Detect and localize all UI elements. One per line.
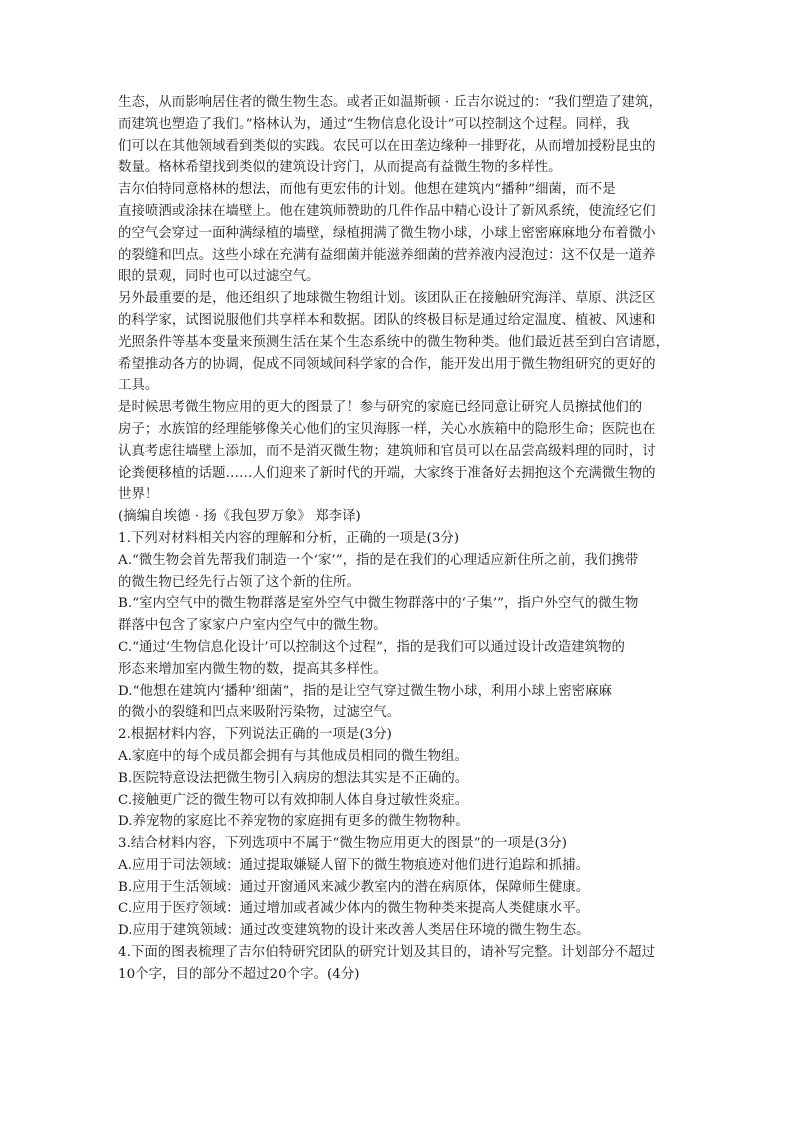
paragraph xyxy=(118,898,678,920)
text-line: (摘编自埃德 · 扬《我包罗万象》 郑李译) xyxy=(118,509,361,525)
paragraph xyxy=(118,593,678,637)
paragraph xyxy=(118,528,678,550)
text-line: A.“微生物会首先帮我们制造一个‘家’”，指的是在我们的心理适应新住所之前，我们携带 xyxy=(118,552,639,568)
paragraph xyxy=(118,877,678,899)
text-line: 世界！ xyxy=(118,487,159,503)
text-line: 的科学家，试图说服他们共享样本和数据。团队的终极目标是通过给定温度、植被、风速和 xyxy=(118,312,656,328)
paragraph xyxy=(118,92,678,179)
text-line: 群落中包含了家家户户室内空气中的微生物。 xyxy=(118,618,387,634)
text-line: 另外最重要的是，他还组织了地球微生物组计划。该团队正在接触研究海洋、草原、洪泛区 xyxy=(118,291,656,307)
document-page xyxy=(118,92,678,986)
paragraph xyxy=(118,724,678,746)
text-line: 的微小的裂缝和凹点来吸附污染物，过滤空气。 xyxy=(118,705,401,721)
text-line: B.“室内空气中的微生物群落是室外空气中微生物群落中的‘子集’”，指户外空气的微生物 xyxy=(118,596,639,612)
text-line: 是时候思考微生物应用的更大的图景了！参与研究的家庭已经同意让研究人员擦拭他们的 xyxy=(118,400,643,416)
text-line: 希望推动各方的协调，促成不同领域间科学家的合作，能开发出用于微生物组研究的更好的 xyxy=(118,356,656,372)
text-line: 3.结合材料内容，下列选项中不属于“微生物应用更大的图景”的一项是(3分) xyxy=(118,836,568,852)
paragraph xyxy=(118,681,678,725)
text-line: 生态，从而影响居住者的微生物生态。或者正如温斯顿 · 丘吉尔说过的：“我们塑造了建筑， xyxy=(118,95,662,110)
text-line: A.应用于司法领域：通过提取嫌疑人留下的微生物痕迹对他们进行追踪和抓捕。 xyxy=(118,857,590,873)
text-line: 形态来增加室内微生物的数，提高其多样性。 xyxy=(118,661,387,677)
paragraph xyxy=(118,920,678,942)
text-line: C.“通过‘生物信息化设计’可以控制这个过程”，指的是我们可以通过设计改造建筑物的 xyxy=(118,639,625,655)
text-line: 数量。格林希望找到类似的建筑设计窍门，从而提高有益微生物的多样性。 xyxy=(118,160,562,176)
text-line: 吉尔伯特同意格林的想法，而他有更宏伟的计划。他想在建筑内“播种”细菌，而不是 xyxy=(118,182,616,198)
text-line: 而建筑也塑造了我们。”格林认为，通过“生物信息化设计”可以控制这个过程。同样，我 xyxy=(118,116,630,132)
text-line: 光照条件等基本变量来预测生活在某个生态系统中的微生物种类。他们最近甚至到白宫请愿， xyxy=(118,334,670,350)
paragraph xyxy=(118,288,678,397)
paragraph xyxy=(118,179,678,288)
text-line: 4.下面的图表梳理了吉尔伯特研究团队的研究计划及其目的，请补写完整。计划部分不超过 xyxy=(118,945,656,961)
paragraph xyxy=(118,833,678,855)
paragraph xyxy=(118,550,678,594)
text-line: C.应用于医疗领域：通过增加或者减少体内的微生物种类来提高人类健康水平。 xyxy=(118,901,590,917)
paragraph xyxy=(118,942,678,986)
text-line: C.接触更广泛的微生物可以有效抑制人体自身过敏性炎症。 xyxy=(118,792,469,808)
paragraph xyxy=(118,506,678,528)
text-line: 房子；水族馆的经理能够像关心他们的宝贝海豚一样，关心水族箱中的隐形生命；医院也在 xyxy=(118,421,656,437)
paragraph xyxy=(118,855,678,877)
text-line: 的空气会穿过一面种满绿植的墙壁，绿植拥满了微生物小球，小球上密密麻麻地分布着微小 xyxy=(118,225,656,241)
text-line: 眼的景观，同时也可以过滤空气。 xyxy=(118,269,320,285)
paragraph xyxy=(118,397,678,506)
text-line: B.应用于生活领域：通过开窗通风来减少教室内的潜在病原体，保障师生健康。 xyxy=(118,879,590,895)
text-line: 论粪便移植的话题……人们迎来了新时代的开端，大家终于准备好去拥抱这个充满微生物的 xyxy=(118,465,656,481)
text-line: 们可以在其他领域看到类似的实践。农民可以在田垄边缘种一排野花，从而增加授粉昆虫的 xyxy=(118,138,656,154)
text-line: D.“他想在建筑内‘播种’细菌”，指的是让空气穿过微生物小球，利用小球上密密麻麻 xyxy=(118,683,612,699)
paragraph xyxy=(118,637,678,681)
text-line: B.医院特意设法把微生物引入病房的想法其实是不正确的。 xyxy=(118,770,469,786)
paragraph xyxy=(118,790,678,812)
text-line: 直接喷洒或涂抹在墙壁上。他在建筑师赞助的几件作品中精心设计了新风系统，使流经它们 xyxy=(118,203,656,219)
text-line: 认真考虑往墙壁上添加，而不是消灭微生物；建筑师和官员可以在品尝高级料理的同时，讨 xyxy=(118,443,656,459)
text-line: 2.根据材料内容，下列说法正确的一项是(3分) xyxy=(118,727,392,743)
text-line: D.应用于建筑领域：通过改变建筑物的设计来改善人类居住环境的微生物生态。 xyxy=(118,923,590,939)
text-line: 1.下列对材料相关内容的理解和分析，正确的一项是(3分) xyxy=(118,530,460,546)
text-line: 的微生物已经先行占领了这个新的住所。 xyxy=(118,574,360,590)
paragraph xyxy=(118,811,678,833)
text-line: 工具。 xyxy=(118,378,159,394)
text-line: A.家庭中的每个成员都会拥有与其他成员相同的微生物组。 xyxy=(118,748,469,764)
paragraph xyxy=(118,746,678,768)
text-line: 的裂缝和凹点。这些小球在充满有益细菌并能滋养细菌的营养液内浸泡过：这不仅是一道养 xyxy=(118,247,656,263)
paragraph xyxy=(118,768,678,790)
text-line: D.养宠物的家庭比不养宠物的家庭拥有更多的微生物物种。 xyxy=(118,814,469,830)
text-line: 10个字，目的部分不超过20个字。(4分) xyxy=(118,966,360,982)
